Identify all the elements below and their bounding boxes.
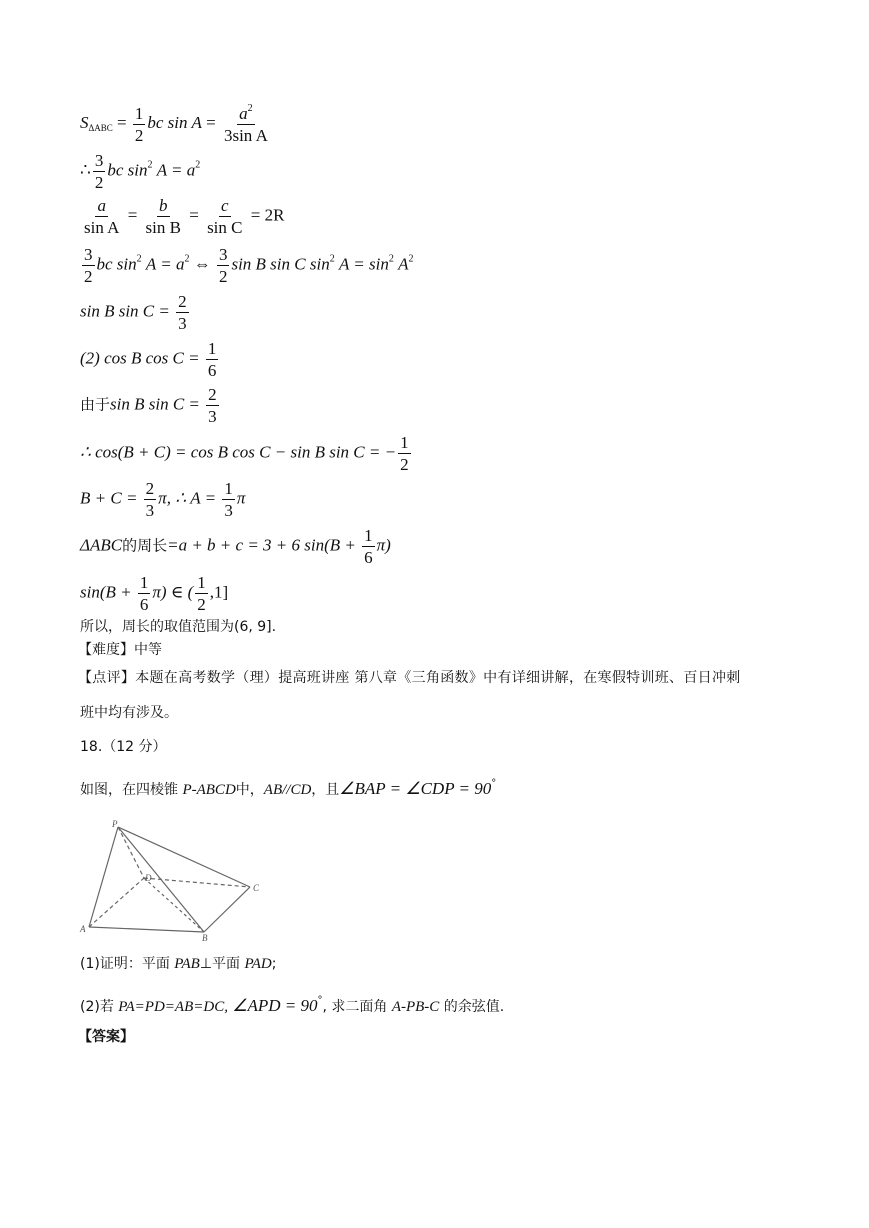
question-18-part2: (2)若 PA=PD=AB=DC, ∠APD = 90°, 求二面角 A-PB-C 的余弦值. [80, 995, 505, 1015]
label-D: D [145, 873, 152, 883]
area-formula-line: $S_{\Delta ABC}$ = $\frac{1}{2}$ bc sin A = $\frac{a^2}{\text{3sin A}}$ [80, 103, 268, 145]
edge-PA [89, 827, 118, 927]
angle-sum-line: B + C = $\frac{2}{3}$ π, ∴ A = $\frac{1}{3}$ π [80, 479, 246, 520]
edge-BC [204, 887, 250, 932]
equivalence-line: $\frac{3}{2}$ bc $\sin^2 A = a^2$ ⇔ $\frac{3}{2}$ sin B sin C $\sin^2 A = \sin^2 A^2$ [84, 245, 414, 286]
edge-PC [118, 827, 250, 887]
label-P: P [112, 819, 118, 829]
label-C: C [253, 883, 260, 893]
perimeter-line: ΔABC的周长=a + b + c = 3 + 6 sin(B + $\frac{1}{6}$ π) [80, 526, 391, 567]
conclusion-text: 所以，周长的取值范围为(6, 9]. [80, 619, 277, 635]
sinB-sinC-line: sin B sin C = $\frac{2}{3}$ [80, 292, 187, 333]
pyramid-figure [78, 818, 274, 942]
comment-line-1: 【点评】本题在高考数学（理）提高班讲座 第八章《三角函数》中有详细讲解，在寒假特训班、百日冲刺 [78, 670, 741, 686]
since-line: 由于sin B sin C = $\frac{2}{3}$ [80, 385, 217, 426]
law-of-sines-line: $\frac{a}{\text{sin A}}$ = $\frac{b}{\text{sin B}}$ = $\frac{c}{\text{sin C}}$ = 2R [84, 196, 285, 237]
edge-AD [89, 878, 144, 927]
edge-AB [89, 927, 204, 932]
question-18-intro: 如图，在四棱锥 P-ABCD中，AB//CD，且∠BAP = ∠CDP = 90° [80, 778, 497, 798]
part2-cos-line: (2) cos B cos C = $\frac{1}{6}$ [80, 339, 217, 380]
diag-DB [144, 878, 204, 932]
edge-PD [118, 827, 144, 878]
cos-sum-line: ∴ cos(B + C) = cos B cos C − sin B sin C = − $\frac{1}{2}$ [80, 433, 409, 474]
sin-range-line: sin(B + $\frac{1}{6}$ π) ∈ ( $\frac{1}{2}$ ,1] [80, 573, 229, 614]
difficulty-label: 【难度】中等 [78, 642, 162, 658]
answer-label: 【答案】 [78, 1029, 134, 1045]
question-18-header: 18.（12 分） [80, 739, 167, 755]
comment-line-2: 班中均有涉及。 [80, 705, 178, 721]
therefore-line-1: ∴ $\frac{3}{2}$ bc $\sin^2 A = a^2$ [80, 151, 201, 192]
question-18-part1: (1)证明：平面 PAB⊥平面 PAD; [80, 956, 277, 972]
label-A: A [80, 924, 86, 934]
label-B: B [202, 933, 208, 942]
